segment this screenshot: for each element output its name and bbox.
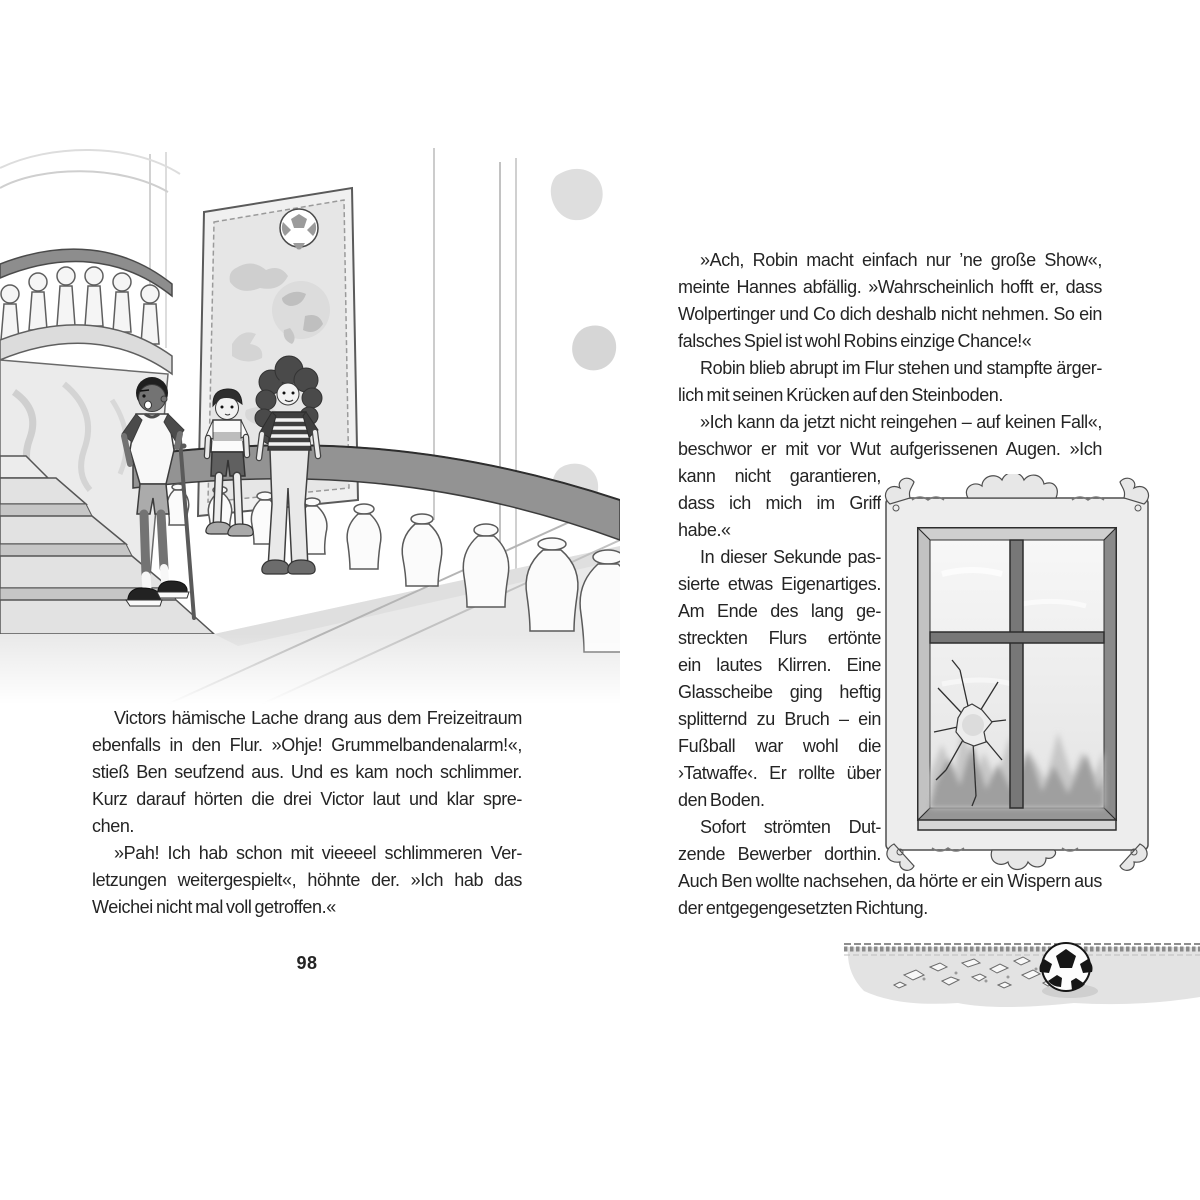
text-line: stieß Ben seufzend aus. Und es kam noch schlimmer. xyxy=(92,762,522,782)
right-page-text-bottom xyxy=(678,868,1102,922)
text-line: Am Ende des lang ge- xyxy=(678,601,881,621)
soccer-ball-shards-illustration xyxy=(838,933,1200,1015)
text-line: Glasscheibe ging heftig xyxy=(678,682,881,702)
text-line: der entgegengesetzten Richtung. xyxy=(678,898,928,918)
text-line: kann nicht garantieren, xyxy=(678,466,881,486)
page-number: 98 xyxy=(296,953,318,973)
text-line: »Ich kann da jetzt nicht reingehen – auf keinen Fall«, xyxy=(700,412,1102,432)
text-line: lich mit seinen Krücken auf den Steinboden. xyxy=(678,385,1004,405)
text-line: ›Tatwaffe‹. Er rollte über xyxy=(678,763,881,783)
text-line: In dieser Sekunde pas- xyxy=(700,547,881,567)
text-line: chen. xyxy=(92,816,135,836)
text-line: meinte Hannes abfällig. »Wahrscheinlich hofft er, dass xyxy=(678,277,1102,297)
text-line: Fußball war wohl die xyxy=(678,736,881,756)
text-line: Wolpertinger und Co dich deshalb nicht nehmen. So ein xyxy=(678,304,1102,324)
right-page-text-top xyxy=(678,247,1102,463)
text-line: dass ich mich im Griff xyxy=(678,493,881,513)
text-line: sierte etwas Eigenartiges. xyxy=(678,574,881,594)
left-page-text xyxy=(92,705,522,921)
text-line: streckten Flurs ertönte xyxy=(678,628,881,648)
text-line: Kurz darauf hörten die drei Victor laut und klar spre- xyxy=(92,789,522,809)
text-line: zende Bewerber dorthin. xyxy=(678,844,881,864)
text-line: falsches Spiel ist wohl Robins einzige Chance!« xyxy=(678,331,1032,351)
text-line: Robin blieb abrupt im Flur stehen und stampfte ärger- xyxy=(700,358,1102,378)
text-line: beschwor er mit vor Wut aufgerissenen Augen. »Ich xyxy=(678,439,1102,459)
text-line: den Boden. xyxy=(678,790,765,810)
text-line: Weichei nicht mal voll getroffen.« xyxy=(92,897,336,917)
window-sill xyxy=(918,820,1116,830)
text-line: Sofort strömten Dut- xyxy=(700,817,881,837)
text-line: Victors hämische Lache drang aus dem Freizeitraum xyxy=(114,708,522,728)
text-line: »Pah! Ich hab schon mit vieeeel schlimmeren Ver- xyxy=(114,843,522,863)
text-line: ebenfalls in den Flur. »Ohje! Grummelbandenalarm!«, xyxy=(92,735,522,755)
left-balcony-balustrade xyxy=(0,249,172,374)
text-line: »Ach, Robin macht einfach nur ’ne große Show«, xyxy=(700,250,1102,270)
text-line: Auch Ben wollte nachsehen, da hörte er ein Wispern aus xyxy=(678,871,1102,891)
broken-window-illustration xyxy=(872,474,1172,874)
text-line: splitternd zu Bruch – ein xyxy=(678,709,881,729)
hall-staircase-illustration xyxy=(0,148,620,704)
text-line: habe.« xyxy=(678,520,731,540)
text-line: letzungen weitergespielt«, höhnte der. »Ich hab das xyxy=(92,870,522,890)
right-page-text-beside-window xyxy=(678,463,881,868)
text-line: ein lautes Klirren. Eine xyxy=(678,655,881,675)
bottom-fade xyxy=(0,634,620,704)
